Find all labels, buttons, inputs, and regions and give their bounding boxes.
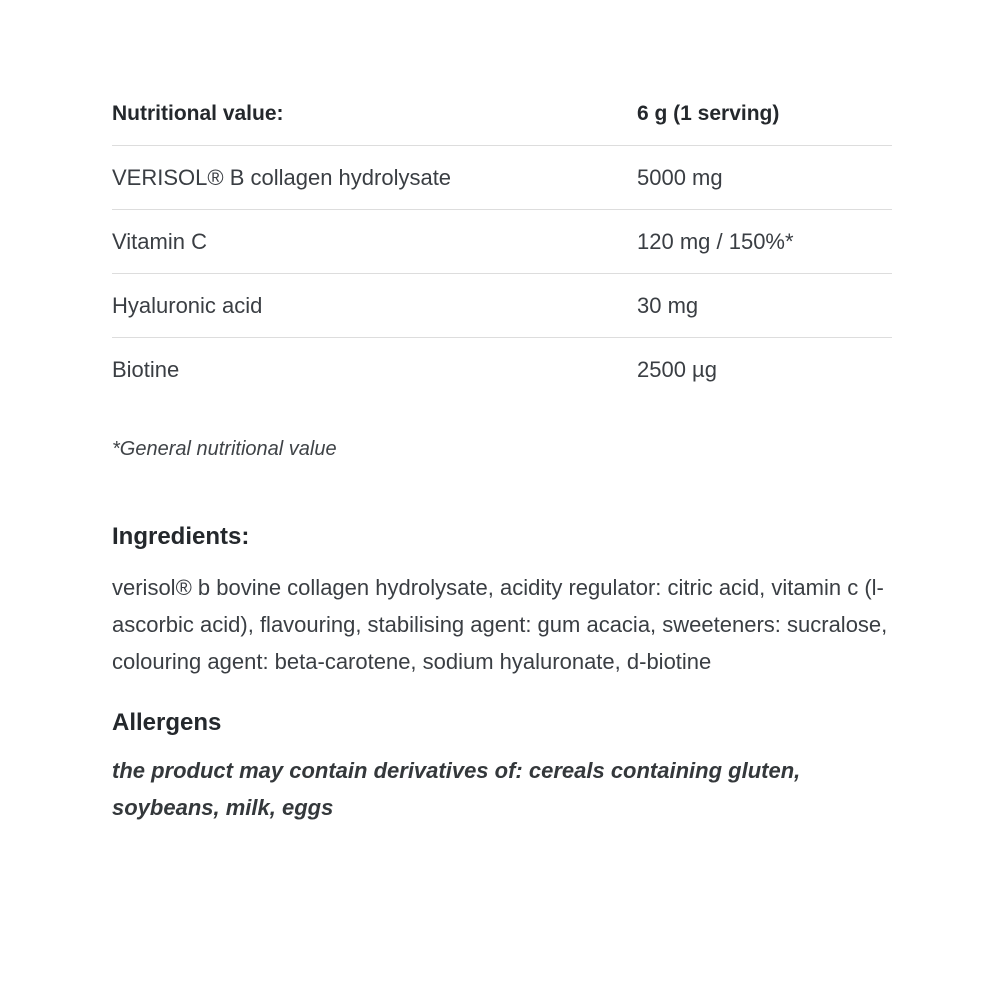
row-label: VERISOL® B collagen hydrolysate bbox=[112, 164, 452, 190]
nutrition-table-header-label: Nutritional value: bbox=[112, 102, 284, 125]
nutrition-table bbox=[112, 100, 892, 402]
nutrition-table-header-value: 6 g (1 serving) bbox=[637, 102, 780, 125]
row-label: Biotine bbox=[112, 357, 180, 382]
allergens-text: the product may contain derivatives of: cereals containing gluten, soybeans, milk, eggs bbox=[112, 758, 801, 820]
row-value: 120 mg / 150%* bbox=[637, 228, 794, 254]
row-label: Vitamin C bbox=[112, 228, 207, 254]
table-row bbox=[112, 210, 892, 274]
table-row bbox=[112, 274, 892, 338]
table-row bbox=[112, 338, 892, 402]
row-value: 5000 mg bbox=[637, 164, 723, 190]
nutrition-table-header-row bbox=[112, 100, 892, 146]
allergens-heading: Allergens bbox=[112, 709, 222, 736]
ingredients-heading: Ingredients: bbox=[112, 523, 250, 550]
product-info-panel bbox=[112, 0, 892, 826]
row-value: 2500 µg bbox=[637, 357, 717, 382]
row-value: 30 mg bbox=[637, 292, 699, 318]
general-nutritional-value-footnote: *General nutritional value bbox=[112, 438, 337, 460]
row-label: Hyaluronic acid bbox=[112, 292, 263, 318]
table-row bbox=[112, 146, 892, 210]
ingredients-text: verisol® b bovine collagen hydrolysate, acidity regulator: citric acid, vitamin c (l-ascorbic acid), flavouring, stabilising agent: gum acacia, sweeteners: sucralose, colouring agent: beta-carotene, sodium hyaluronate, d-biotine bbox=[112, 575, 888, 674]
